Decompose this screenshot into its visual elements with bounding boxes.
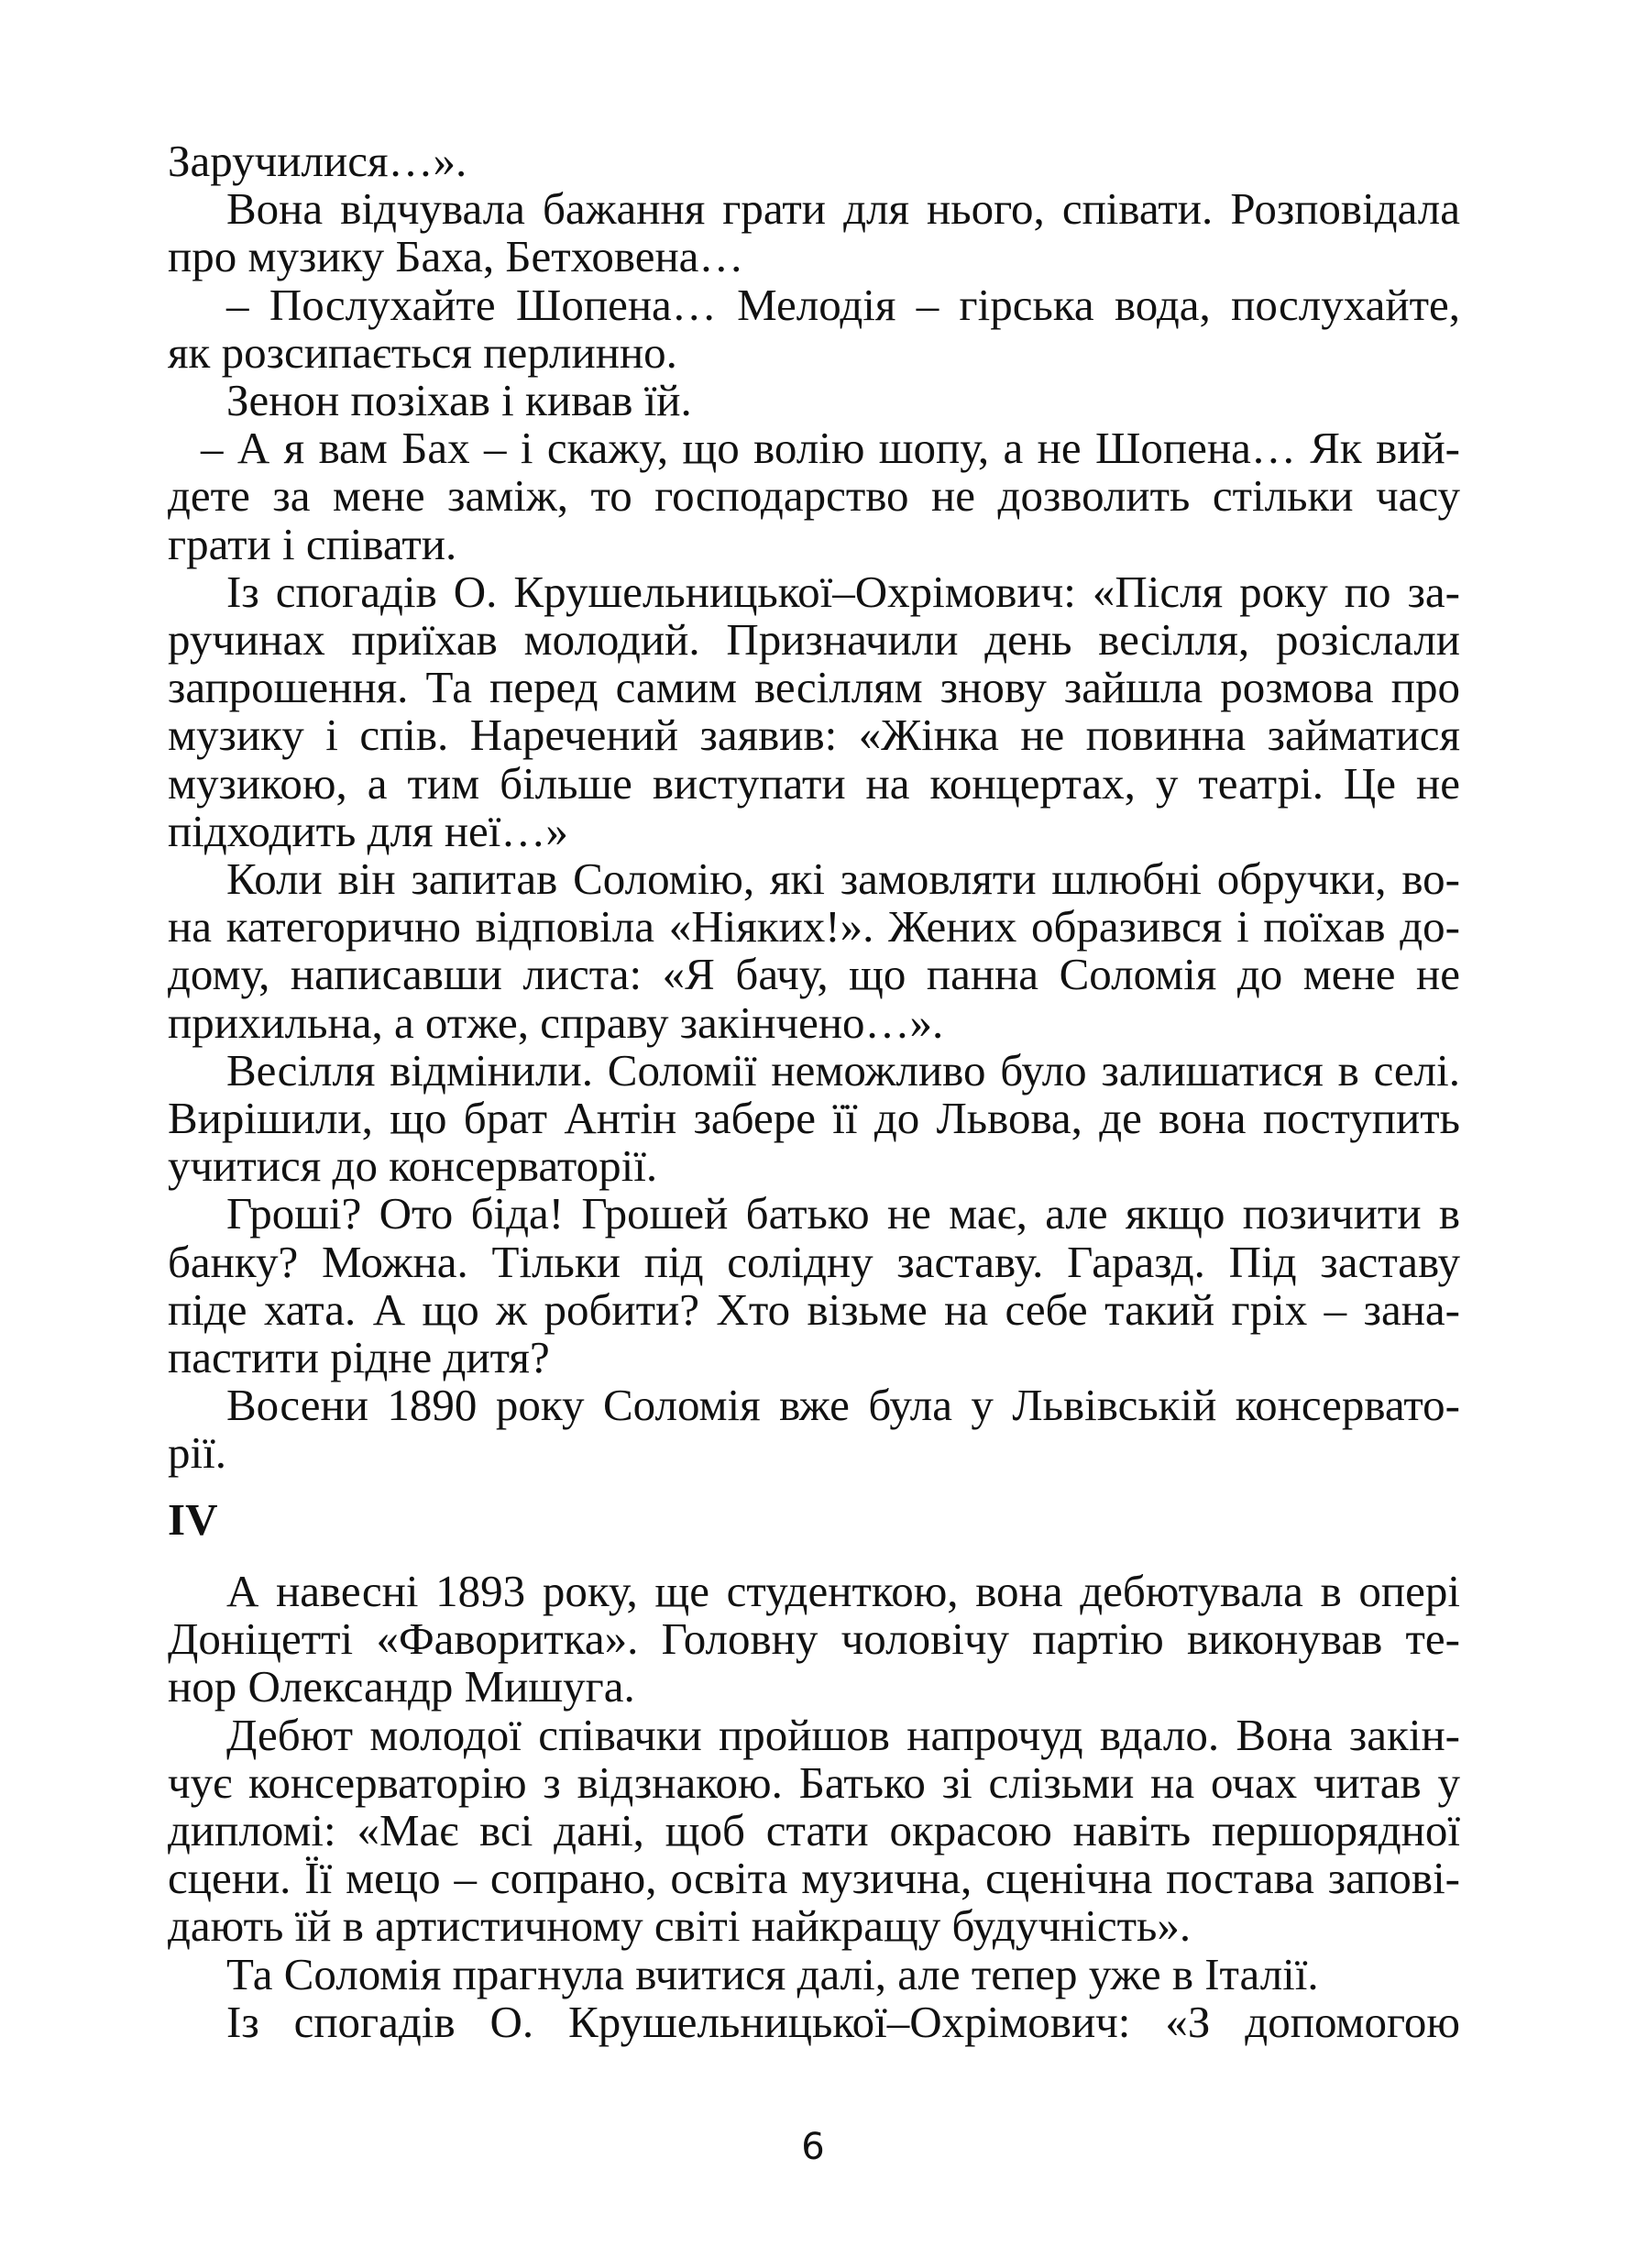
text-line: дете за мене заміж, то господарство не дозволить стільки часу	[168, 470, 1460, 522]
section-heading: IV	[168, 1493, 218, 1545]
text-line: рії.	[168, 1427, 226, 1479]
text-line: Зенон позіхав і кивав їй.	[226, 375, 692, 426]
text-line: Весілля відмінили. Соломії неможливо було залишатися в селі.	[226, 1044, 1460, 1095]
text-line: Гроші? Ото біда! Грошей батько не має, але якщо позичити в	[226, 1188, 1460, 1239]
text-line: сцени. Її мецо – сопрано, освіта музична, сценічна постава запові-	[168, 1853, 1460, 1904]
text-line: Із спогадів О. Крушельницької–Охрімович: «Після року по за-	[226, 566, 1460, 617]
text-line: музику і спів. Наречений заявив: «Жінка не повинна займатися	[168, 710, 1460, 761]
text-line: піде хата. А що ж робити? Хто візьме на себе такий гріх – зана-	[168, 1283, 1460, 1335]
text-line: пастити рідне дитя?	[168, 1332, 550, 1383]
text-line: дому, написавши листа: «Я бачу, що панна Соломія до мене не	[168, 949, 1460, 1000]
text-line: чує консерваторію з відзнакою. Батько зі слізьми на очах читав у	[168, 1756, 1460, 1808]
text-line: на категорично відповіла «Ніяких!». Жених образився і поїхав до-	[168, 901, 1460, 952]
text-line: нор Олександр Мишуга.	[168, 1661, 635, 1712]
body-text	[168, 138, 1460, 2046]
text-line: – А я вам Бах – і скажу, що волію шопу, а не Шопена… Як вий-	[201, 423, 1460, 474]
text-line: прихильна, а отже, справу закінчено…».	[168, 996, 944, 1048]
text-line: Доніцетті «Фаворитка». Головну чоловічу партію виконував те-	[168, 1613, 1460, 1665]
text-line: учитися до консерваторії.	[168, 1140, 658, 1192]
text-line: Та Соломія прагнула вчитися далі, але тепер уже в Італії.	[226, 1948, 1319, 1999]
text-line: музикою, а тим більше виступати на концертах, у театрі. Це не	[168, 757, 1460, 809]
text-line: Заручилися…».	[168, 136, 467, 186]
text-line: Восени 1890 року Соломія вже була у Львівській консервато-	[226, 1380, 1460, 1431]
text-line: підходить для неї…»	[168, 805, 568, 856]
text-line: Коли він запитав Соломію, які замовляти шлюбні обручки, во-	[226, 853, 1460, 905]
text-line: дипломі: «Має всі дані, щоб стати окрасою навіть першорядної	[168, 1804, 1460, 1855]
text-line: Вона відчувала бажання грати для нього, співати. Розповідала	[226, 183, 1460, 235]
text-line: – Послухайте Шопена… Мелодія – гірська вода, послухайте,	[226, 279, 1460, 330]
text-line: як розсипається перлинно.	[168, 326, 677, 378]
text-line: запрошення. Та перед самим весіллям знову зайшла розмова про	[168, 662, 1460, 713]
text-line: ручинах приїхав молодий. Призначили день весілля, розіслали	[168, 614, 1460, 666]
text-line: А навесні 1893 року, ще студенткою, вона дебютувала в опері	[226, 1565, 1460, 1616]
text-line: Вирішили, що брат Антін забере її до Львова, де вона поступить	[168, 1093, 1460, 1144]
text-line: про музику Баха, Бетховена…	[168, 231, 744, 282]
text-line: Із спогадів О. Крушельницької–Охрімович: «З допомогою	[226, 1996, 1460, 2047]
text-line: дають їй в артистичному світі найкращу будучність».	[168, 1900, 1192, 1952]
page-number: 6	[801, 2126, 825, 2168]
text-line: грати і співати.	[168, 518, 457, 569]
text-line: Дебют молодої співачки пройшов напрочуд вдало. Вона закін-	[226, 1709, 1460, 1760]
text-line: банку? Можна. Тільки під солідну заставу. Гаразд. Під заставу	[168, 1236, 1460, 1287]
